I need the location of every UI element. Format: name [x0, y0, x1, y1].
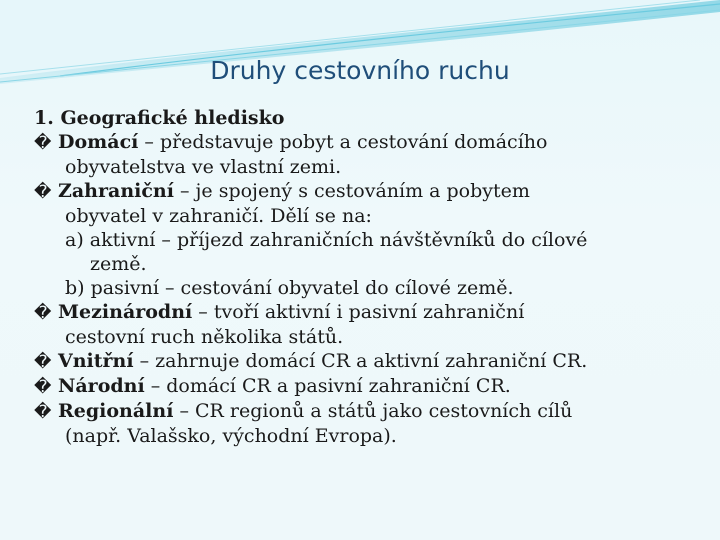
list-item: � Zahraniční – je spojený s cestováním a pobytem	[34, 180, 530, 202]
list-item: � Regionální – CR regionů a států jako cestovních cílů	[34, 400, 573, 422]
bullet-icon: �	[34, 402, 52, 422]
bullet-icon: �	[34, 303, 52, 323]
bullet-icon: �	[34, 377, 52, 397]
list-item: � Národní – domácí CR a pasivní zahraniční CR.	[34, 375, 511, 397]
slide-content	[34, 106, 694, 448]
bullet-icon: �	[34, 182, 52, 202]
sub-item-continuation: země.	[90, 253, 147, 275]
sub-item: b) pasivní – cestování obyvatel do cílové země.	[65, 277, 514, 299]
list-item: � Vnitřní – zahrnuje domácí CR a aktivní zahraniční CR.	[34, 350, 588, 372]
list-item-continuation: obyvatelstva ve vlastní zemi.	[65, 156, 342, 178]
bullet-icon: �	[34, 133, 52, 153]
list-item: � Domácí – představuje pobyt a cestování domácího	[34, 131, 548, 153]
list-item-continuation: obyvatel v zahraničí. Dělí se na:	[65, 205, 372, 227]
bullet-icon: �	[34, 352, 52, 372]
list-item: � Mezinárodní – tvoří aktivní i pasivní zahraniční	[34, 301, 525, 323]
section-heading: 1. Geografické hledisko	[34, 107, 285, 129]
slide-title: Druhy cestovního ruchu	[210, 56, 510, 85]
list-item-continuation: cestovní ruch několika států.	[65, 326, 344, 348]
list-item-continuation: (např. Valašsko, východní Evropa).	[65, 425, 397, 447]
sub-item: a) aktivní – příjezd zahraničních návštěvníků do cílové	[65, 229, 588, 251]
